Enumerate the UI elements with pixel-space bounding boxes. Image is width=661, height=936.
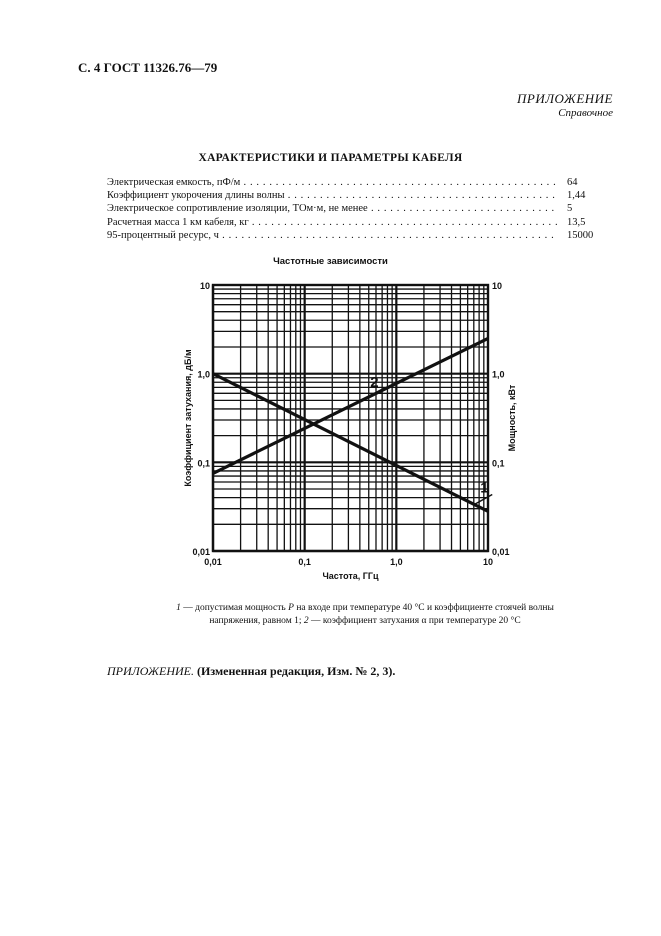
param-row [107, 202, 600, 215]
y-left-axis-label: Коэффициент затухания, дБ/м [183, 349, 193, 487]
plot-frame [213, 285, 488, 551]
param-label: 95-процентный ресурс, ч . . . [107, 229, 557, 242]
param-value: 13,5 [567, 216, 586, 228]
caption-text-2: на входе при температуре 40 °С и коэффициенте стоячей волны напряжения, равном 1; [209, 603, 554, 626]
chart-grid [213, 285, 488, 551]
param-value: 64 [567, 177, 578, 188]
footer-appendix: ПРИЛОЖЕНИЕ. [107, 664, 194, 678]
param-label: Коэффициент укорочения длины волны . . . [107, 189, 557, 202]
caption-symbol-p: P [288, 603, 294, 613]
x-tick-label: 1,0 [390, 557, 403, 567]
param-row [107, 216, 600, 229]
series-line-2 [213, 338, 488, 473]
x-tick-label: 10 [482, 557, 494, 567]
param-label: Электрическая емкость, пФ/м . . . [107, 176, 557, 189]
chart-series [213, 338, 488, 511]
chart-title: Частотные зависимости [273, 256, 388, 267]
y-left-tick-label: 0,01 [192, 547, 210, 557]
chart-labels [183, 281, 517, 581]
y-right-axis-label: Мощность, кВт [507, 384, 517, 452]
param-value: 5 [567, 203, 573, 215]
param-value: 1,44 [567, 190, 586, 202]
param-row [107, 189, 600, 202]
parameters-list [107, 176, 600, 242]
series-label-1: 1 [480, 479, 489, 497]
caption-text-1: — допустимая мощность [180, 603, 289, 613]
page-header: С. 4 ГОСТ 11326.76—79 [78, 60, 218, 75]
caption-series-2-number: 2 [303, 616, 309, 626]
param-row [107, 176, 600, 189]
x-tick-label: 0,01 [204, 557, 222, 567]
caption-text-3: — коэффициент затухания α при температуре 20 °С [308, 616, 521, 626]
section-title: ХАРАКТЕРИСТИКИ И ПАРАМЕТРЫ КАБЕЛЯ [198, 152, 463, 164]
frequency-chart [160, 268, 560, 588]
appendix-subtitle: Справочное [558, 107, 613, 119]
y-left-tick-label: 0,1 [197, 458, 210, 469]
appendix-title: ПРИЛОЖЕНИЕ [517, 91, 613, 106]
appendix-label [517, 92, 613, 120]
figure-caption [160, 602, 570, 628]
footer-revision: (Измененная редакция, Изм. № 2, 3). [193, 664, 396, 678]
x-tick-label: 0,1 [298, 557, 311, 567]
y-right-tick-label: 0,01 [492, 547, 510, 557]
footer-note [107, 664, 395, 679]
param-label: Электрическое сопротивление изоляции, ТОм·м, не менее . . . [107, 202, 557, 215]
series-label-2: 2 [370, 374, 379, 392]
caption-series-1-number: 1 [176, 603, 181, 613]
param-value: 15000 [567, 229, 594, 241]
param-row [107, 229, 600, 242]
y-left-tick-label: 1,0 [197, 369, 210, 380]
y-left-tick-label: 10 [199, 281, 210, 291]
y-right-tick-label: 1,0 [492, 369, 505, 380]
y-right-tick-label: 0,1 [492, 458, 505, 469]
x-axis-label: Частота, ГГц [322, 571, 379, 581]
param-label: Расчетная масса 1 км кабеля, кг . . . [107, 216, 557, 229]
y-right-tick-label: 10 [492, 281, 503, 291]
series-line-1 [213, 374, 488, 512]
